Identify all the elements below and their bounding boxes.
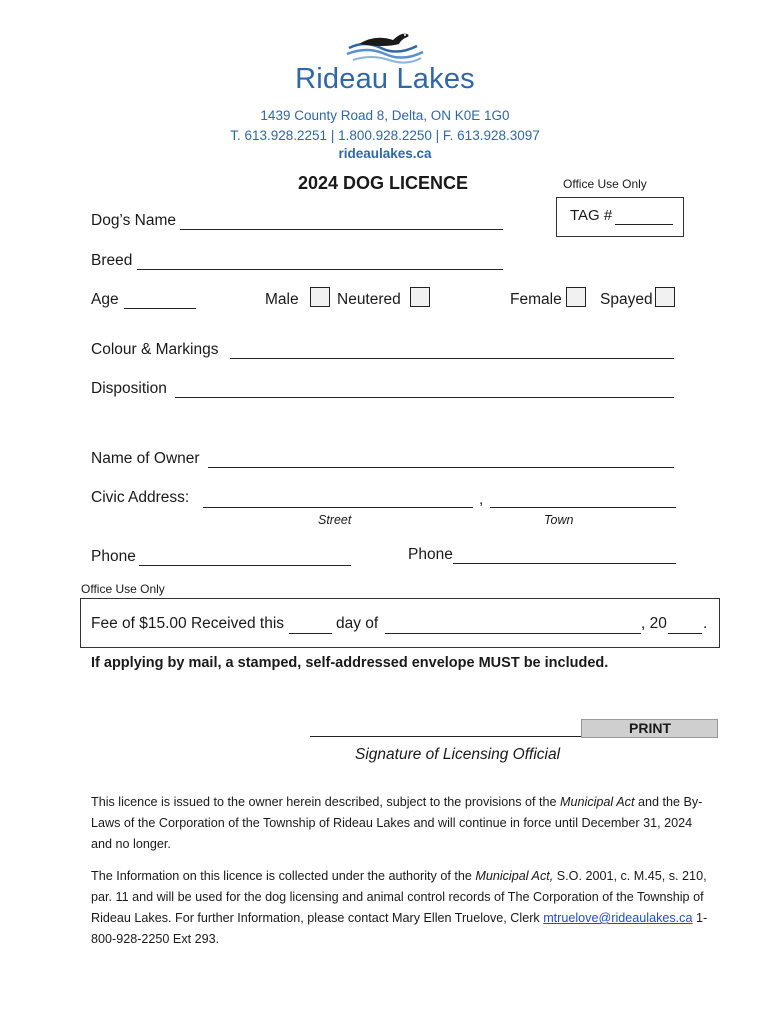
tag-input[interactable] (615, 224, 673, 225)
signature-caption: Signature of Licensing Official (355, 746, 561, 763)
street-field[interactable] (203, 507, 473, 508)
licence-terms-paragraph: This licence is issued to the owner herein described, subject to the provisions of the Municipal Act and the By-Laws of the Corporation of the Township of Rideau Lakes and will continue in force until December 31, 2024 and no longer. (91, 795, 703, 851)
fee-text-3: , 20 (641, 615, 667, 632)
breed-label: Breed (91, 252, 133, 269)
tag-label: TAG # (570, 207, 613, 224)
phone-label-1: Phone (91, 548, 136, 565)
clerk-email-link[interactable]: mtruelove@rideaulakes.ca (543, 911, 693, 925)
town-caption: Town (544, 513, 574, 527)
female-checkbox[interactable] (566, 287, 586, 307)
neutered-label: Neutered (337, 291, 401, 308)
phone-label-2: Phone (408, 546, 453, 563)
civic-comma: , (479, 491, 484, 508)
age-label: Age (91, 291, 119, 308)
loon-logo-icon (345, 26, 425, 66)
office-use-bottom-label: Office Use Only (81, 582, 165, 596)
tag-box (556, 197, 684, 237)
office-use-label: Office Use Only (563, 177, 647, 191)
phone-line: T. 613.928.2251 | 1.800.928.2250 | F. 613.928.3097 (230, 128, 540, 143)
print-button[interactable]: PRINT (581, 719, 718, 738)
brand-name: Rideau Lakes (295, 63, 475, 95)
fee-year-field[interactable] (668, 633, 702, 634)
age-field[interactable] (124, 308, 196, 309)
town-field[interactable] (490, 507, 676, 508)
mail-notice: If applying by mail, a stamped, self-addressed envelope MUST be included. (91, 655, 609, 671)
disposition-field[interactable] (175, 397, 674, 398)
website: rideaulakes.ca (338, 146, 432, 161)
spayed-label: Spayed (600, 291, 653, 308)
spayed-checkbox[interactable] (655, 287, 675, 307)
address-line: 1439 County Road 8, Delta, ON K0E 1G0 (260, 108, 510, 123)
dogs-name-field[interactable] (180, 229, 503, 230)
owner-label: Name of Owner (91, 450, 200, 467)
neutered-checkbox[interactable] (410, 287, 430, 307)
male-label: Male (265, 291, 299, 308)
privacy-paragraph: The Information on this licence is collected under the authority of the Municipal Act, S.O. 2001, c. M.45, s. 210, par. 11 and will be used for the dog licensing and animal control records of The Corporation of the Township of Rideau Lakes. For further Information, please contact Mary Ellen Truelove, Clerk mtruelove@rideaulakes.ca 1-800-928-2250 Ext 293. (91, 869, 708, 946)
disposition-label: Disposition (91, 380, 167, 397)
fee-text-4: . (703, 615, 708, 632)
fee-month-field[interactable] (385, 633, 641, 634)
breed-field[interactable] (137, 269, 503, 270)
owner-field[interactable] (208, 467, 674, 468)
phone-field-2[interactable] (453, 563, 676, 564)
phone-field-1[interactable] (139, 565, 351, 566)
fee-text-1: Fee of $15.00 Received this (91, 615, 285, 632)
fee-text-2: day of (336, 615, 379, 632)
male-checkbox[interactable] (310, 287, 330, 307)
street-caption: Street (318, 513, 352, 527)
female-label: Female (510, 291, 562, 308)
form-title: 2024 DOG LICENCE (297, 173, 469, 193)
signature-line[interactable] (310, 736, 582, 737)
fee-day-field[interactable] (289, 633, 332, 634)
colour-field[interactable] (230, 358, 674, 359)
colour-label: Colour & Markings (91, 341, 219, 358)
civic-address-label: Civic Address: (91, 489, 190, 506)
dogs-name-label: Dog’s Name (91, 212, 177, 229)
